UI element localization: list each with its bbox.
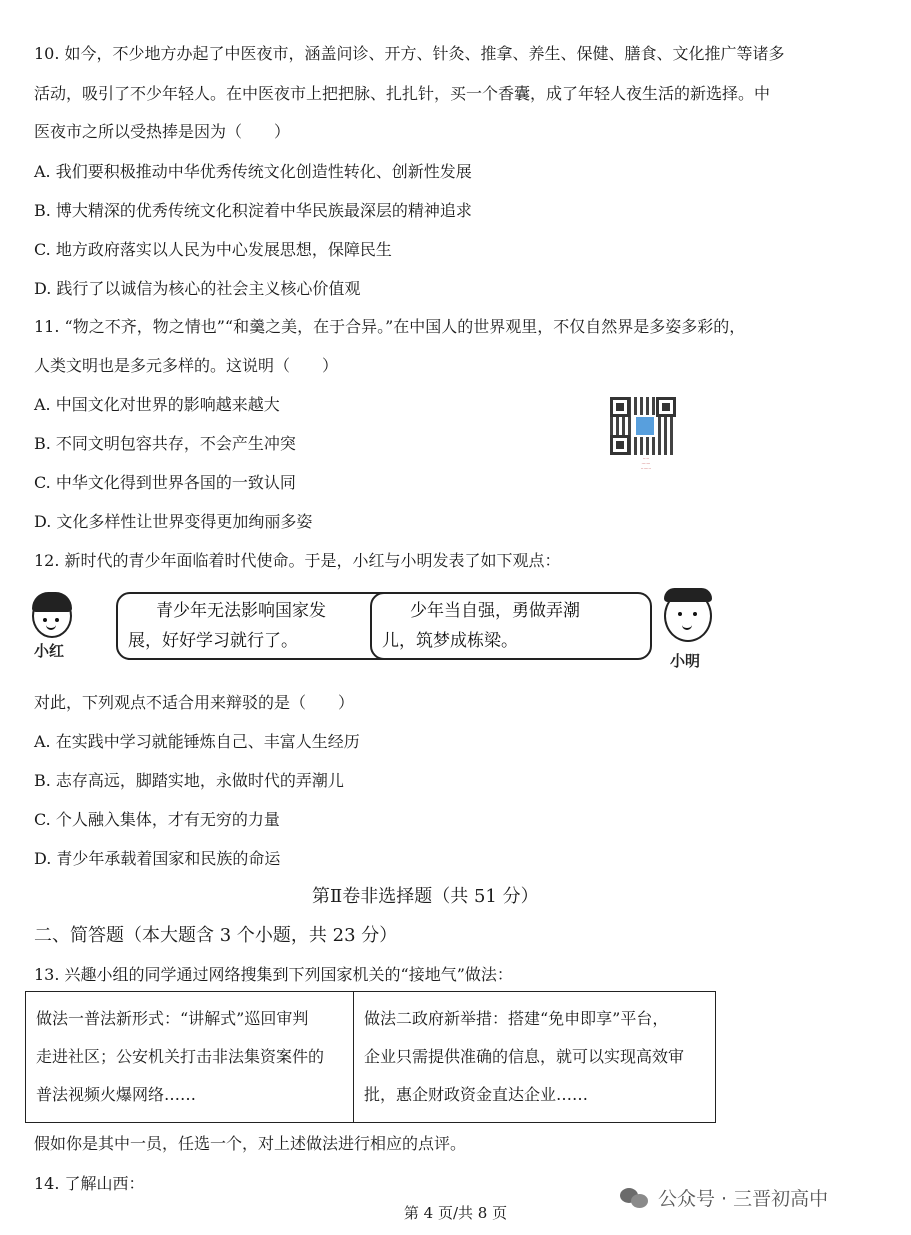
q13-right-line-1: 做法二政府新举措：搭建“免申即享”平台， (364, 1009, 669, 1028)
xiaohong-speech-line-2: 展，好好学习就行了。 (128, 631, 298, 651)
q11-option-c: C. 中华文化得到世界各国的一致认同 (34, 473, 296, 492)
q13-table-cell-right (353, 992, 715, 1122)
q10-stem-line-3: 医夜市之所以受热捧是因为（ ） (34, 122, 291, 141)
q13-right-line-3: 批，惠企财政资金直达企业…… (364, 1085, 589, 1104)
q10-option-d: D. 践行了以诚信为核心的社会主义核心价值观 (34, 279, 361, 298)
q13-left-line-2: 走进社区；公安机关打击非法集资案件的 (36, 1047, 325, 1066)
section2-title: 二、简答题（本大题含 3 个小题，共 23 分） (34, 925, 398, 946)
q13-stem: 13. 兴趣小组的同学通过网络搜集到下列国家机关的“接地气”做法： (34, 965, 513, 984)
page-footer: 第 4 页/共 8 页 (403, 1204, 508, 1222)
xiaoming-name: 小明 (670, 652, 701, 670)
xiaoming-speech-line-1: 少年当自强，勇做弄潮 (410, 601, 580, 621)
q13-table-cell-left (26, 992, 353, 1122)
xiaohong-face-icon (32, 594, 72, 638)
xiaoming-speech-line-2: 儿，筑梦成栋梁。 (382, 631, 518, 651)
qr-code-image (610, 397, 676, 455)
q11-option-a: A. 中国文化对世界的影响越来越大 (34, 395, 280, 414)
q12-stem: 12. 新时代的青少年面临着时代使命。于是，小红与小明发表了如下观点： (34, 551, 561, 570)
xiaohong-speech-line-1: 青少年无法影响国家发 (156, 601, 326, 621)
q11-stem-line-2: 人类文明也是多元多样的。这说明（ ） (34, 356, 339, 375)
q10-option-a: A. 我们要积极推动中华优秀传统文化创造性转化、创新性发展 (34, 162, 472, 181)
q14-stem: 14. 了解山西： (34, 1174, 145, 1193)
qr-caption: ····· ······· ········ (640, 456, 652, 471)
xiaoming-face-icon (664, 590, 712, 642)
q10-stem-line-1: 10. 如今，不少地方办起了中医夜市，涵盖问诊、开方、针灸、推拿、养生、保健、膳食、文化推广等诸多 (34, 44, 785, 63)
q10-stem-line-2: 活动，吸引了不少年轻人。在中医夜市上把把脉、扎扎针，买一个香囊，成了年轻人夜生活的新选择。中 (34, 84, 771, 103)
q10-option-c: C. 地方政府落实以人民为中心发展思想，保障民生 (34, 240, 392, 259)
part2-title: 第Ⅱ卷非选择题（共 51 分） (312, 886, 539, 907)
q12-option-c: C. 个人融入集体，才有无穷的力量 (34, 810, 280, 829)
q13-question: 假如你是其中一员，任选一个，对上述做法进行相应的点评。 (34, 1134, 467, 1153)
q12-option-b: B. 志存高远，脚踏实地，永做时代的弄潮儿 (34, 771, 344, 790)
q11-option-b: B. 不同文明包容共存，不会产生冲突 (34, 434, 296, 453)
xiaoming-speech-bubble (370, 592, 652, 660)
q13-right-line-2: 企业只需提供准确的信息，就可以实现高效审 (364, 1047, 685, 1066)
q10-option-b: B. 博大精深的优秀传统文化积淀着中华民族最深层的精神追求 (34, 201, 472, 220)
q12-option-a: A. 在实践中学习就能锤炼自己、丰富人生经历 (34, 732, 360, 751)
q11-option-d: D. 文化多样性让世界变得更加绚丽多姿 (34, 512, 313, 531)
q13-left-line-1: 做法一普法新形式：“讲解式”巡回审判 (36, 1009, 309, 1028)
q12-question: 对此，下列观点不适合用来辩驳的是（ ） (34, 693, 355, 712)
q13-table (25, 991, 716, 1123)
q12-option-d: D. 青少年承载着国家和民族的命运 (34, 849, 281, 868)
q13-left-line-3: 普法视频火爆网络…… (36, 1085, 197, 1104)
q11-stem-line-1: 11. “物之不齐，物之情也”“和羹之美，在于合异。”在中国人的世界观里，不仅自然界是多姿多彩的， (34, 317, 746, 336)
xiaohong-name: 小红 (34, 642, 65, 660)
watermark-text: 公众号 · 三晋初高中 (658, 1188, 829, 1210)
q12-comic (24, 588, 724, 670)
